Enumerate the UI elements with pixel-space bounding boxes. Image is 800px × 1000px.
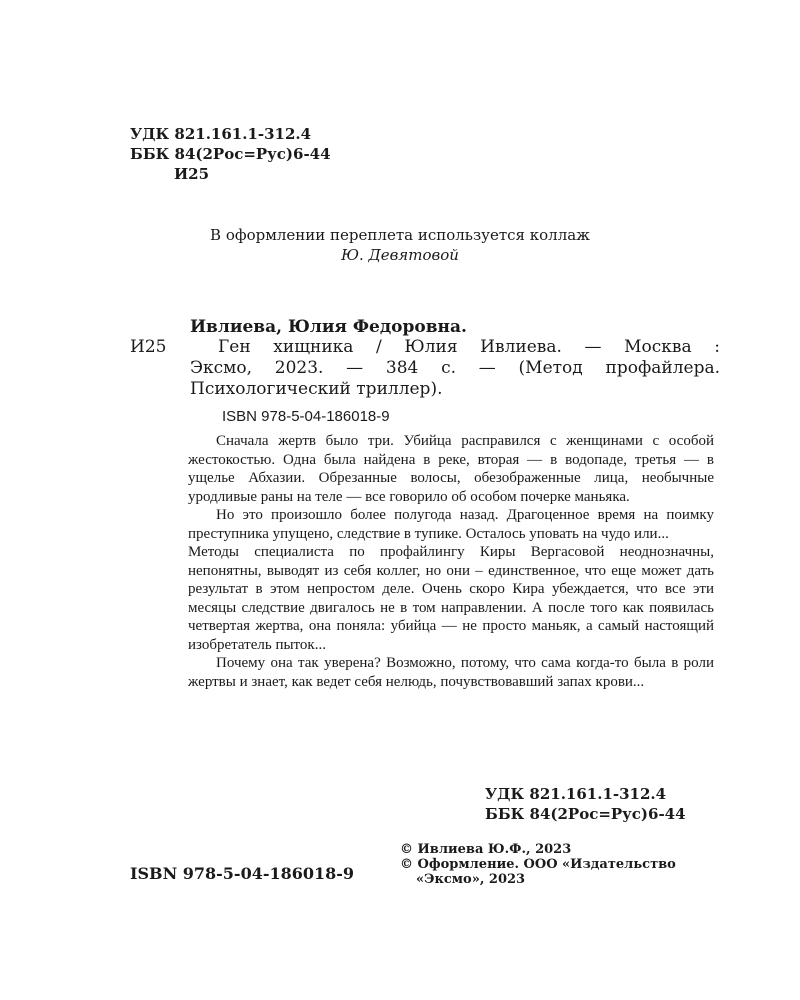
copyright-block xyxy=(400,842,676,887)
annotation xyxy=(188,432,714,691)
biblio-line: Ген хищника / Юлия Ивлиева. — Москва : xyxy=(218,337,720,357)
biblio-line: Эксмо, 2023. — 384 с. — (Метод профайлера. xyxy=(190,358,720,378)
annotation-paragraph: Методы специалиста по профайлингу Киры Вергасовой неоднозначны, непонятны, выводят из себя коллег, но они – единственное, что еще может дать результат в этом непростом деле. Очень скоро Кира убеждается, что все эти месяцы следствие двигалось не в том направлении. А после того как появилась четвертая жертва, она поняла: убийца — не просто маньяк, а самый настоящий изобретатель пыток... xyxy=(188,544,714,653)
bibliographic-description xyxy=(190,337,720,400)
design-note-text: В оформлении переплета используется коллаж xyxy=(210,226,590,244)
author-heading: Ивлиева, Юлия Федоровна. xyxy=(190,317,467,337)
cover-design-note xyxy=(100,225,700,265)
annotation-paragraph: Почему она так уверена? Возможно, потому, что сама когда-то была в роли жертвы и знает, как ведет себя нелюдь, почувствовавший запах крови... xyxy=(188,655,714,690)
isbn-top: ISBN 978-5-04-186018-9 xyxy=(222,408,390,425)
copyright-design: © Оформление. ООО «Издательство xyxy=(400,857,676,872)
classification-block xyxy=(130,124,331,184)
biblio-line: Психологический триллер). xyxy=(190,379,443,399)
author-sign: И25 xyxy=(174,165,210,183)
biblio-author-sign: И25 xyxy=(130,337,167,357)
copyright-design-cont: «Эксмо», 2023 xyxy=(416,872,526,887)
udk-code-bottom: УДК 821.161.1-312.4 xyxy=(485,785,667,803)
isbn-bottom: ISBN 978-5-04-186018-9 xyxy=(130,864,355,883)
design-note-artist: Ю. Девятовой xyxy=(341,246,459,264)
annotation-paragraph: Сначала жертв было три. Убийца расправился с женщинами с особой жестокостью. Одна была найдена в реке, вторая — в водопаде, третья — в ущелье Абхазии. Обрезанные волосы, обезображенные лица, необычные уродливые раны на теле — все говорило об особом почерке маньяка. xyxy=(188,433,714,505)
annotation-paragraph: Но это произошло более полугода назад. Драгоценное время на поимку преступника упущено, следствие в тупике. Осталось уповать на чудо или... xyxy=(188,507,714,542)
copyright-author: © Ивлиева Ю.Ф., 2023 xyxy=(400,842,572,857)
classification-block-bottom xyxy=(485,784,686,824)
bbk-code: ББК 84(2Рос=Рус)6-44 xyxy=(130,145,331,163)
udk-code: УДК 821.161.1-312.4 xyxy=(130,125,312,143)
bbk-code-bottom: ББК 84(2Рос=Рус)6-44 xyxy=(485,805,686,823)
